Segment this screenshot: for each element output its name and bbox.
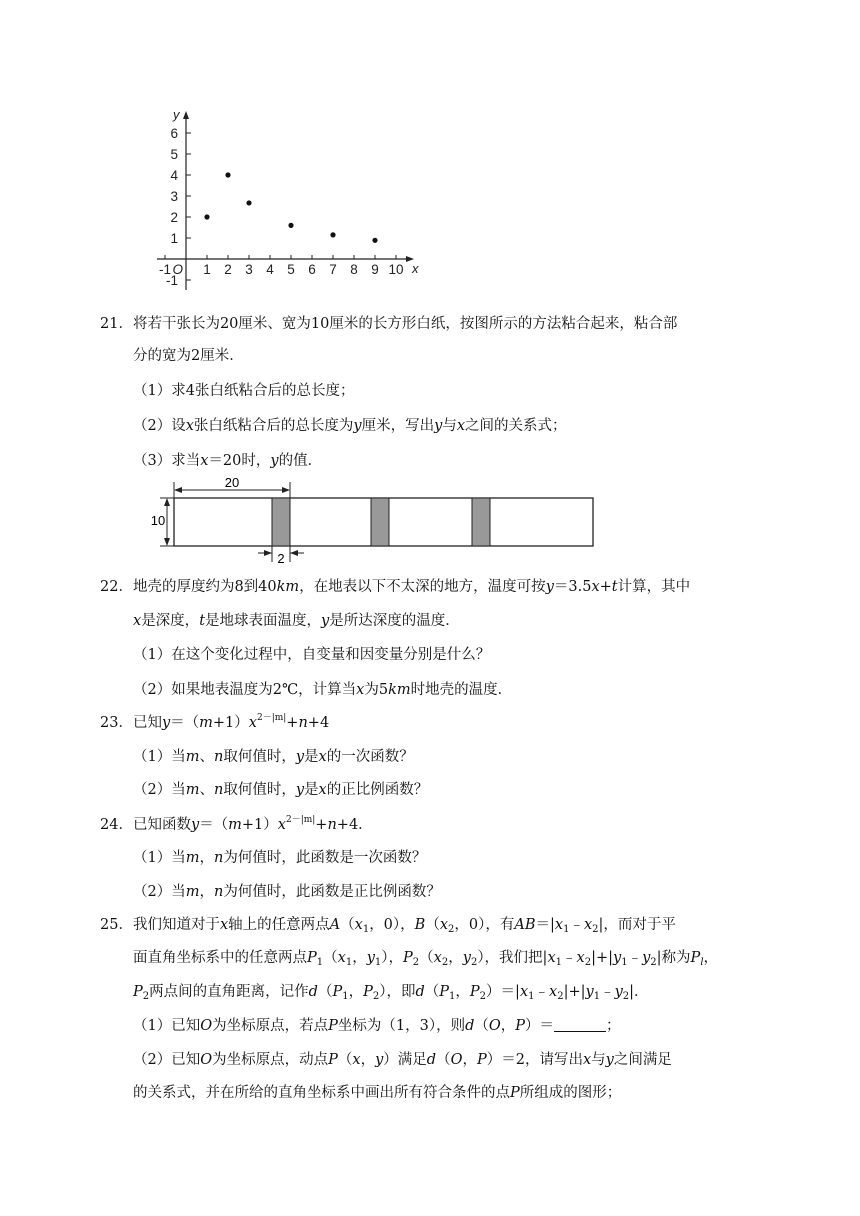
q21-sub3: （3）求当x＝20时，y的值． <box>133 453 323 469</box>
x-tick-label: 1 <box>203 262 211 277</box>
x-tick-label: 5 <box>287 262 295 277</box>
x-tick-label: 4 <box>266 262 274 277</box>
data-point <box>225 172 230 177</box>
q23-sub1: （1）当m、n取何值时，y是x的一次函数？ <box>133 749 414 765</box>
q25-sub2-line2: 的关系式，并在所给的直角坐标系中画出所有符合条件的点P所组成的图形； <box>133 1085 622 1101</box>
y-axis-arrow <box>183 111 189 119</box>
paper-strips-figure <box>148 474 598 566</box>
q22-sub2: （2）如果地表温度为2℃，计算当x为5km时地壳的温度． <box>133 682 513 698</box>
overlap-region-2 <box>371 498 389 546</box>
data-point <box>288 223 293 228</box>
q22-sub1: （1）在这个变化过程中，自变量和因变量分别是什么？ <box>133 647 491 663</box>
data-point <box>204 214 209 219</box>
q21-stem-line2: 分的宽为2厘米． <box>133 348 244 364</box>
y-tick-label: 1 <box>170 231 178 246</box>
x-tick-label: 9 <box>371 262 379 277</box>
q24-sub2: （2）当m，n为何值时，此函数是正比例函数？ <box>133 884 441 900</box>
overlap-region-1 <box>272 498 290 546</box>
y-tick-label: 3 <box>170 189 178 204</box>
x-axis-label: x <box>412 261 419 276</box>
q25-sub2: （2）已知O为坐标原点，动点P（x，y）满足d（O，P）＝2，请写出x与y之间满足 <box>133 1052 672 1068</box>
q24-stem: 24．已知函数$y=(m+1)x^{2-|m|}+n+4$． <box>100 815 373 833</box>
x-tick-label: 3 <box>245 262 253 277</box>
q25-sub1: （1）已知O为坐标原点，若点P坐标为（1，3），则d（O，P）＝ ； <box>133 1018 621 1034</box>
x-tick-label: 6 <box>308 262 316 277</box>
q21-stem-line1: 21．将若干张长为20厘米、宽为10厘米的长方形白纸，按图所示的方法粘合起来，粘合部 <box>100 316 678 332</box>
answer-blank[interactable] <box>554 1017 606 1032</box>
y-tick-label: 6 <box>170 126 178 141</box>
y-tick-label: 5 <box>170 147 178 162</box>
dimension-label-20: 20 <box>224 475 240 490</box>
q23-sub2: （2）当m、n取何值时，y是x的正比例函数？ <box>133 782 429 798</box>
q22-number: 22． <box>100 579 133 595</box>
y-axis-label: y <box>173 108 180 122</box>
y-tick-label: 2 <box>170 210 178 225</box>
data-point <box>372 238 377 243</box>
q21-sub1: （1）求4张白纸粘合后的总长度； <box>133 383 355 399</box>
q25-number: 25． <box>100 917 133 933</box>
q25-line3: $P_2$两点间的直角距离，记作$d(P_1$，$P_2$），即$d(P_1$，$P_2)=|x_1﹣x_2|+|y_1﹣y_2|$． <box>133 984 649 1002</box>
q23-stem: 23．已知$y=(m+1)x^{2-|m|}+n+4$ <box>100 713 330 731</box>
data-point <box>246 200 251 205</box>
q22-line1: 22．地壳的厚度约为8到40km，在地表以下不太深的地方，温度可按y＝3.5x+t计算，其中 <box>100 579 691 595</box>
q24-sub1: （1）当m，n为何值时，此函数是一次函数？ <box>133 850 427 866</box>
data-point <box>330 232 335 237</box>
q21-sub2: （2）设x张白纸粘合后的总长度为y厘米，写出y与x之间的关系式； <box>133 418 567 434</box>
scatter-chart <box>140 108 430 300</box>
x-tick-label: -1 <box>158 262 172 277</box>
q24-number: 24． <box>100 817 133 833</box>
x-tick-label: 10 <box>388 262 404 277</box>
origin-label: O <box>172 262 183 277</box>
q22-line2: x是深度，t是地球表面温度，y是所达深度的温度． <box>133 613 460 629</box>
q21-number: 21． <box>100 316 133 332</box>
x-tick-label: 8 <box>350 262 358 277</box>
y-tick-label: 4 <box>170 168 178 183</box>
overlap-region-3 <box>472 498 490 546</box>
q23-number: 23． <box>100 715 133 731</box>
x-tick-label: 7 <box>329 262 337 277</box>
dimension-label-2: 2 <box>277 551 285 566</box>
x-tick-label: 2 <box>224 262 232 277</box>
y-tick-label: -1 <box>165 273 178 288</box>
q25-line2: 面直角坐标系中的任意两点$P_1(x_1$，$y_1$），$P_2(x_2$，$y_2$），我们把$|x_1﹣x_2|+|y_1﹣y_2|$称为$P_l$， <box>133 950 719 968</box>
dimension-label-10: 10 <box>150 513 166 528</box>
q25-line1: 25．我们知道对于x轴上的任意两点$A(x_1$，0），$B(x_2$，0），有$AB=|x_1﹣x_2|$，而对于平 <box>100 917 676 935</box>
